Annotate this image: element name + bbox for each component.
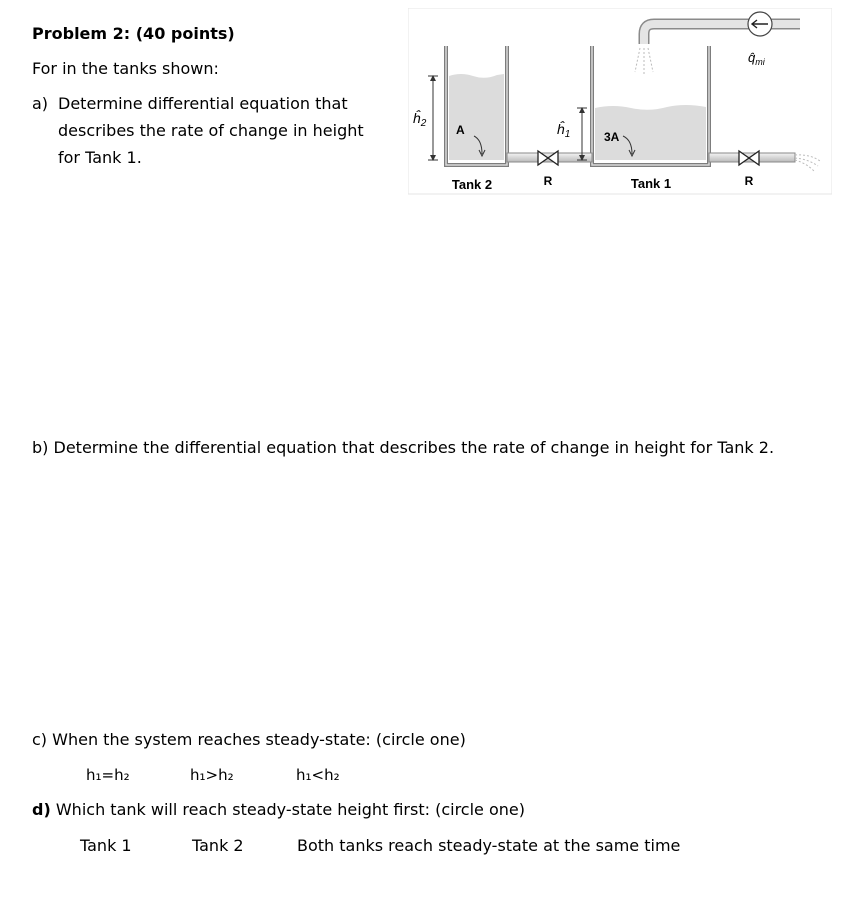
h1-label: $ĥ_1$ [557, 121, 571, 140]
part-c-text: When the system reaches steady-state: (circle one) [52, 730, 466, 749]
part-a-letter: a) [32, 94, 49, 113]
h2-label: $ĥ_2$ [413, 110, 427, 129]
problem-intro: For in the tanks shown: [32, 59, 219, 78]
part-c-letter: c) [32, 730, 48, 749]
tank2-water [449, 74, 504, 160]
valve-2-label: R [744, 174, 754, 188]
problem-title: Problem 2: (40 points) [32, 24, 235, 43]
option-both-tanks[interactable]: Both tanks reach steady-state at the same time [297, 836, 681, 855]
part-a-line-2: describes the rate of change in height [58, 121, 364, 140]
part-a-line-1: Determine differential equation that [58, 94, 348, 113]
part-a-line-3: for Tank 1. [58, 148, 142, 167]
option-h1-equals-h2[interactable]: h₁=h₂ [86, 766, 130, 784]
option-h1-less-h2[interactable]: h₁<h₂ [296, 766, 340, 784]
option-tank-2[interactable]: Tank 2 [192, 836, 244, 855]
part-b-letter: b) [32, 438, 49, 457]
part-d-text: Which tank will reach steady-state height first: (circle one) [55, 800, 525, 819]
part-d-letter: d) [32, 800, 51, 819]
inflow-label: $q̂_{mi}$ [748, 50, 765, 67]
valve-1-label: R [543, 174, 553, 188]
part-c [32, 730, 466, 750]
tank1-area-label: 3A [604, 130, 620, 144]
tank2-label: Tank 2 [451, 177, 493, 192]
tank1-label: Tank 1 [630, 176, 672, 191]
two-tank-diagram [408, 8, 832, 196]
option-tank-1[interactable]: Tank 1 [80, 836, 132, 855]
part-b [32, 438, 774, 458]
part-d [32, 800, 525, 820]
part-b-text: Determine the differential equation that describes the rate of change in height for Tank 2. [53, 438, 775, 457]
tank2-area-label: A [456, 123, 465, 137]
option-h1-greater-h2[interactable]: h₁>h₂ [190, 766, 234, 784]
